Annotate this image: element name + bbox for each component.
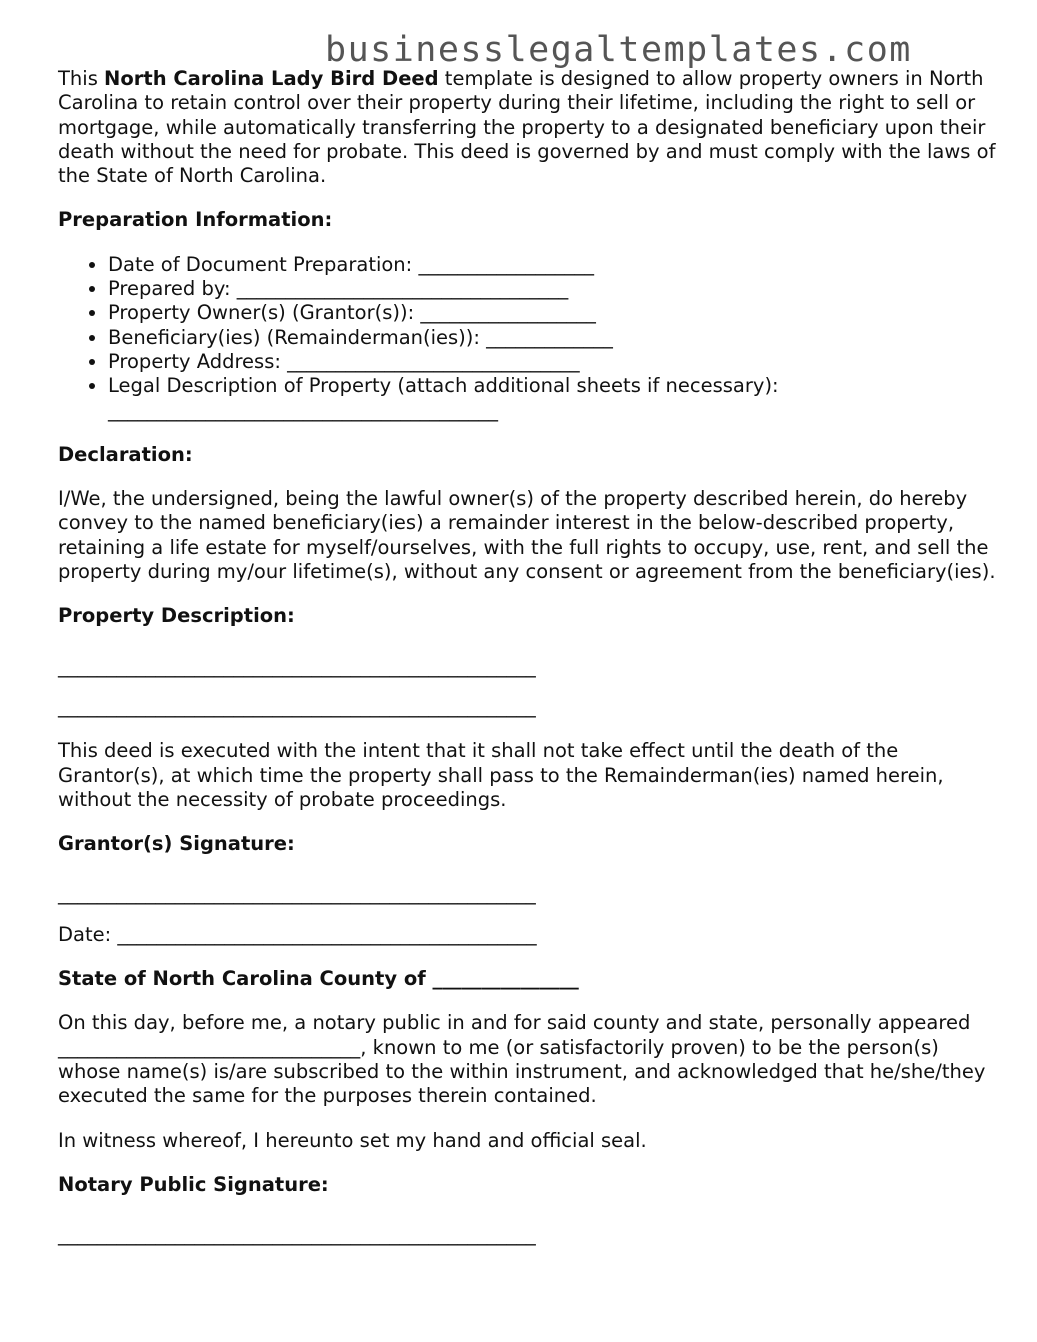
prep-beneficiary-field[interactable]: • Beneficiary(ies) (Remainderman(ies)): _____________ xyxy=(108,326,998,350)
preparation-heading: Preparation Information: xyxy=(58,208,333,232)
notary-signature-line[interactable]: _________________________________________________ xyxy=(58,1223,536,1247)
prep-owner-field[interactable]: • Property Owner(s) (Grantor(s)): __________________ xyxy=(108,301,998,325)
property-description-line-2[interactable]: _________________________________________________ xyxy=(58,694,536,718)
deed-title: North Carolina Lady Bird Deed xyxy=(104,67,439,90)
notary-signature-heading: Notary Public Signature: xyxy=(58,1172,329,1196)
declaration-heading: Declaration: xyxy=(58,442,193,466)
declaration-text: I/We, the undersigned, being the lawful owner(s) of the property described herein, do hereby convey to the named beneficiary(ies) a remainder interest in the below-described property, retaining a life estate for myself/ourselves, with the full rights to occupy, use, rent, and sell the property during my/our lifetime(s), without any consent or agreement from the beneficiary(ies). xyxy=(58,487,996,584)
prep-prepared-by-field[interactable]: • Prepared by: __________________________________ xyxy=(108,277,998,301)
prep-legal-description-field[interactable]: • Legal Description of Property (attach additional sheets if necessary): ________________________________________ xyxy=(108,374,998,423)
intro-paragraph: This North Carolina Lady Bird Deed template is designed to allow property owners in North Carolina to retain control over their property during their lifetime, including the right to sell or mortgage, while automatically transferring the property to a designated beneficiary upon their death without the need for probate. This deed is governed by and must comply with the laws of the State of North Carolina. xyxy=(58,67,996,188)
grantor-signature-line[interactable]: _________________________________________________ xyxy=(58,882,536,906)
witness-text: In witness whereof, I hereunto set my hand and official seal. xyxy=(58,1128,647,1152)
property-description-line-1[interactable]: _________________________________________________ xyxy=(58,654,536,678)
grantor-date-field[interactable]: Date: ___________________________________________ xyxy=(58,922,537,946)
watermark: businesslegaltemplates.com xyxy=(325,30,912,70)
notary-acknowledgment-text: On this day, before me, a notary public in and for said county and state, personally appeared _______________________________, known to me (or satisfactorily proven) to be the person(s) whose name(s) is/are subscribed to the within instrument, and acknowledged that he/she/they executed the same for the purposes therein contained. xyxy=(58,1011,986,1108)
property-description-heading: Property Description: xyxy=(58,604,295,628)
grantor-signature-heading: Grantor(s) Signature: xyxy=(58,832,295,856)
state-county-heading: State of North Carolina County of _______________ xyxy=(58,967,579,991)
prep-date-field[interactable]: • Date of Document Preparation: __________________ xyxy=(108,253,998,277)
execution-text: This deed is executed with the intent that it shall not take effect until the death of the Grantor(s), at which time the property shall pass to the Remainderman(ies) named herein, without the necessity of probate proceedings. xyxy=(58,739,944,811)
preparation-list xyxy=(58,253,998,423)
prep-address-field[interactable]: • Property Address: ______________________________ xyxy=(108,350,998,374)
document-body xyxy=(58,67,998,1263)
